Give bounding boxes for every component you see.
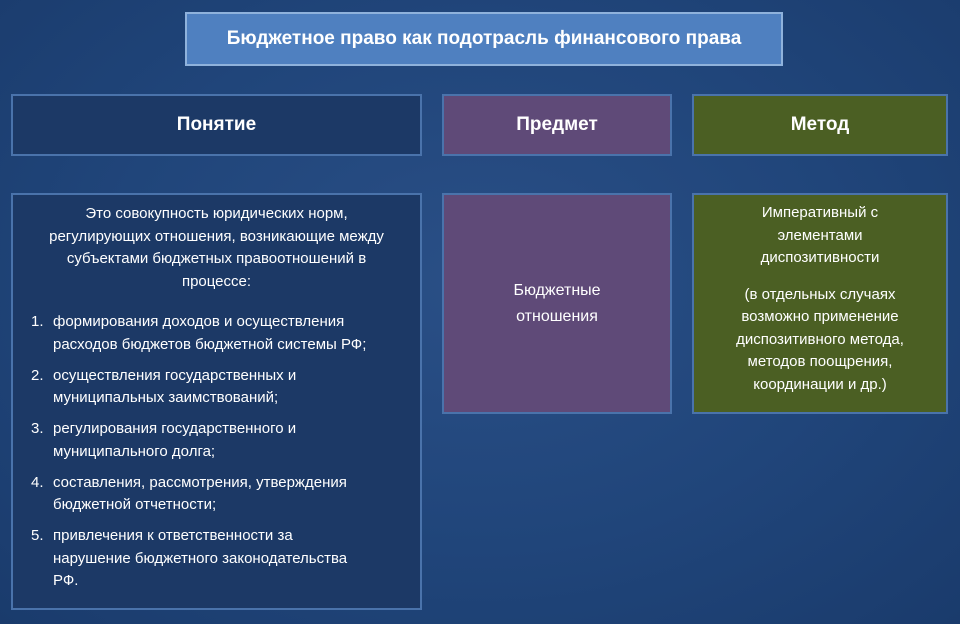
list-item-number: 4. [31, 473, 44, 491]
list-item-number: 5. [31, 527, 44, 544]
concept-intro: Это совокупность юридических норм, регулирующих отношения, возникающие между субъектами бюджетных правоотношений в процессе: [49, 205, 384, 290]
concept-list [23, 311, 410, 593]
method-main-text: Императивный с элементами диспозитивности [760, 204, 880, 266]
list-item-text: регулирования государственного и муниципального долга; [53, 420, 297, 460]
list-item-number: 2. [31, 366, 44, 384]
method-body [692, 193, 948, 414]
list-item-text: формирования доходов и осуществления расходов бюджетов бюджетной системы РФ; [53, 313, 367, 353]
list-item [23, 472, 410, 517]
method-note-text: (в отдельных случаях возможно применение диспозитивного метода, методов поощрения, координации и др.) [736, 285, 904, 393]
list-item-text: привлечения к ответственности за нарушение бюджетного законодательства РФ. [53, 527, 348, 589]
list-item-number: 1. [31, 313, 44, 330]
list-item-number: 3. [31, 420, 44, 437]
list-item-text: осуществления государственных и муниципальных заимствований; [53, 366, 297, 406]
list-item [23, 365, 410, 410]
method-header: Метод [692, 94, 948, 156]
list-item [23, 311, 410, 356]
list-item [23, 525, 410, 593]
concept-body [11, 193, 422, 610]
subject-header: Предмет [442, 94, 672, 156]
subject-body [442, 193, 672, 414]
diagram-title: Бюджетное право как подотрасль финансового права [185, 12, 783, 66]
concept-header: Понятие [11, 94, 422, 156]
subject-text: Бюджетные отношения [513, 281, 601, 325]
list-item-text: составления, рассмотрения, утверждения бюджетной отчетности; [53, 473, 347, 513]
list-item [23, 418, 410, 463]
